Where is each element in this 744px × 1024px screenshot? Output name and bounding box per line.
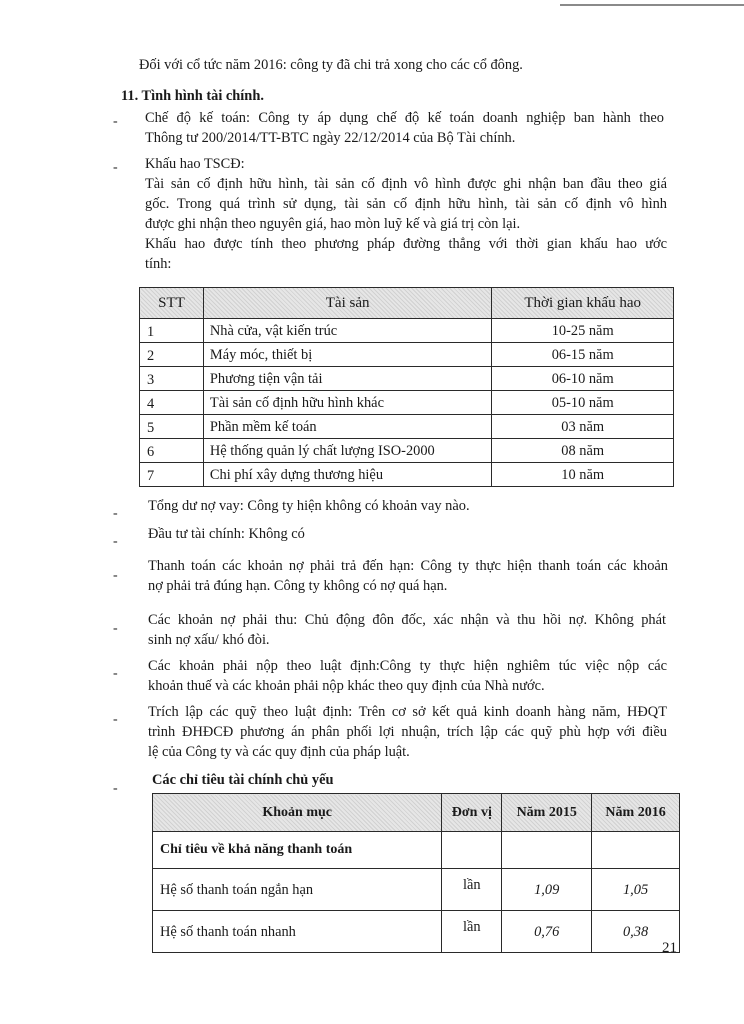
stt-cell: 2 bbox=[140, 343, 204, 367]
empty-cell bbox=[502, 832, 592, 869]
header-2016: Năm 2016 bbox=[592, 794, 680, 832]
table-row bbox=[153, 869, 680, 911]
duration-cell: 10-25 năm bbox=[492, 319, 674, 343]
depreciation-table bbox=[139, 287, 674, 487]
statutory-item bbox=[148, 656, 667, 696]
funds-item bbox=[148, 702, 667, 762]
statutory-line-1: Các khoản phải nộp theo luật định:Công ty thực hiện nghiêm túc việc nộp các bbox=[148, 658, 667, 674]
asset-cell: Chi phí xây dựng thương hiệu bbox=[203, 463, 491, 487]
dividend-note: Đối với cổ tức năm 2016: công ty đã chi trả xong cho các cổ đông. bbox=[139, 57, 523, 73]
funds-line-2: trình ĐHĐCĐ phương án phân phối lợi nhuận, trích lập các quỹ phù hợp với điều bbox=[148, 724, 667, 740]
duration-cell: 06-15 năm bbox=[492, 343, 674, 367]
table-header-row bbox=[153, 794, 680, 832]
value-2016-cell: 0,38 bbox=[592, 911, 680, 953]
asset-cell: Phần mềm kế toán bbox=[203, 415, 491, 439]
asset-cell: Máy móc, thiết bị bbox=[203, 343, 491, 367]
stt-cell: 6 bbox=[140, 439, 204, 463]
indicators-title: Các chỉ tiêu tài chính chủ yếu bbox=[152, 772, 334, 788]
bullet-dash: - bbox=[113, 534, 118, 549]
bullet-dash: - bbox=[113, 160, 118, 175]
bullet-dash: - bbox=[113, 114, 118, 129]
payables-item bbox=[148, 556, 668, 596]
bullet-dash: - bbox=[113, 781, 118, 796]
table-row bbox=[140, 319, 674, 343]
bullet-dash: - bbox=[113, 666, 118, 681]
asset-cell: Tài sản cố định hữu hình khác bbox=[203, 391, 491, 415]
header-item: Khoản mục bbox=[153, 794, 442, 832]
stt-cell: 5 bbox=[140, 415, 204, 439]
payables-line-2: nợ phải trả đúng hạn. Công ty không có nợ quá hạn. bbox=[148, 578, 448, 594]
depreciation-p1-line-1: Tài sản cố định hữu hình, tài sản cố định vô hình được ghi nhận ban đầu theo giá bbox=[145, 176, 667, 192]
stt-cell: 1 bbox=[140, 319, 204, 343]
bullet-dash: - bbox=[113, 712, 118, 727]
financial-indicators-table bbox=[152, 793, 680, 953]
accounting-paragraph bbox=[145, 108, 664, 148]
asset-cell: Hệ thống quản lý chất lượng ISO-2000 bbox=[203, 439, 491, 463]
stt-cell: 4 bbox=[140, 391, 204, 415]
group-label: Chỉ tiêu về khả năng thanh toán bbox=[153, 832, 442, 869]
funds-line-3: lệ của Công ty và các quy định của pháp luật. bbox=[148, 744, 410, 760]
unit-cell: lần bbox=[442, 869, 502, 911]
investment-item: Đầu tư tài chính: Không có bbox=[148, 526, 305, 542]
unit-cell: lần bbox=[442, 911, 502, 953]
duration-cell: 10 năm bbox=[492, 463, 674, 487]
stt-cell: 3 bbox=[140, 367, 204, 391]
table-row bbox=[140, 415, 674, 439]
table-row bbox=[140, 463, 674, 487]
duration-cell: 05-10 năm bbox=[492, 391, 674, 415]
receivables-line-2: sinh nợ xấu/ khó đòi. bbox=[148, 632, 270, 648]
depreciation-p1-line-3: được ghi nhận theo nguyên giá, hao mòn luỹ kế và giá trị còn lại. bbox=[145, 216, 521, 232]
statutory-line-2: khoản thuế và các khoản phải nộp khác theo quy định của Nhà nước. bbox=[148, 678, 545, 694]
section-title: 11. Tình hình tài chính. bbox=[121, 88, 264, 104]
accounting-line-2: Thông tư 200/2014/TT-BTC ngày 22/12/2014 của Bộ Tài chính. bbox=[145, 130, 516, 146]
table-header-row bbox=[140, 288, 674, 319]
asset-cell: Nhà cửa, vật kiến trúc bbox=[203, 319, 491, 343]
depreciation-block bbox=[145, 154, 667, 274]
duration-cell: 06-10 năm bbox=[492, 367, 674, 391]
funds-line-1: Trích lập các quỹ theo luật định: Trên cơ sở kết quả kinh doanh hàng năm, HĐQT bbox=[148, 704, 667, 720]
debt-item: Tổng dư nợ vay: Công ty hiện không có khoản vay nào. bbox=[148, 498, 470, 514]
header-unit: Đơn vị bbox=[442, 794, 502, 832]
header-duration: Thời gian khấu hao bbox=[492, 288, 674, 319]
depreciation-p1-line-2: gốc. Trong quá trình sử dụng, tài sản cố định hữu hình, tài sản cố định vô hình bbox=[145, 196, 667, 212]
header-2015: Năm 2015 bbox=[502, 794, 592, 832]
empty-cell bbox=[592, 832, 680, 869]
header-stt: STT bbox=[140, 288, 204, 319]
table-row bbox=[140, 367, 674, 391]
duration-cell: 03 năm bbox=[492, 415, 674, 439]
value-2015-cell: 0,76 bbox=[502, 911, 592, 953]
value-2016-cell: 1,05 bbox=[592, 869, 680, 911]
item-cell: Hệ số thanh toán nhanh bbox=[153, 911, 442, 953]
bullet-dash: - bbox=[113, 621, 118, 636]
bullet-dash: - bbox=[113, 568, 118, 583]
value-2015-cell: 1,09 bbox=[502, 869, 592, 911]
table-row bbox=[140, 439, 674, 463]
duration-cell: 08 năm bbox=[492, 439, 674, 463]
empty-cell bbox=[442, 832, 502, 869]
page-number: 21 bbox=[662, 940, 677, 956]
payables-line-1: Thanh toán các khoản nợ phải trả đến hạn: Công ty thực hiện thanh toán các khoản bbox=[148, 558, 668, 574]
depreciation-p2-line-1: Khấu hao được tính theo phương pháp đường thẳng với thời gian khấu hao ước bbox=[145, 236, 667, 252]
depreciation-title: Khấu hao TSCĐ: bbox=[145, 156, 245, 172]
stt-cell: 7 bbox=[140, 463, 204, 487]
scan-edge-line bbox=[560, 4, 744, 6]
bullet-dash: - bbox=[113, 506, 118, 521]
accounting-line-1: Chế độ kế toán: Công ty áp dụng chế độ kế toán doanh nghiệp ban hành theo bbox=[145, 110, 664, 126]
receivables-line-1: Các khoản nợ phải thu: Chủ động đôn đốc, xác nhận và thu hồi nợ. Không phát bbox=[148, 612, 666, 628]
item-cell: Hệ số thanh toán ngắn hạn bbox=[153, 869, 442, 911]
table-row bbox=[153, 911, 680, 953]
table-group-row bbox=[153, 832, 680, 869]
asset-cell: Phương tiện vận tải bbox=[203, 367, 491, 391]
table-row bbox=[140, 391, 674, 415]
depreciation-p2-line-2: tính: bbox=[145, 256, 172, 272]
table-row bbox=[140, 343, 674, 367]
header-asset: Tài sản bbox=[203, 288, 491, 319]
receivables-item bbox=[148, 610, 666, 650]
